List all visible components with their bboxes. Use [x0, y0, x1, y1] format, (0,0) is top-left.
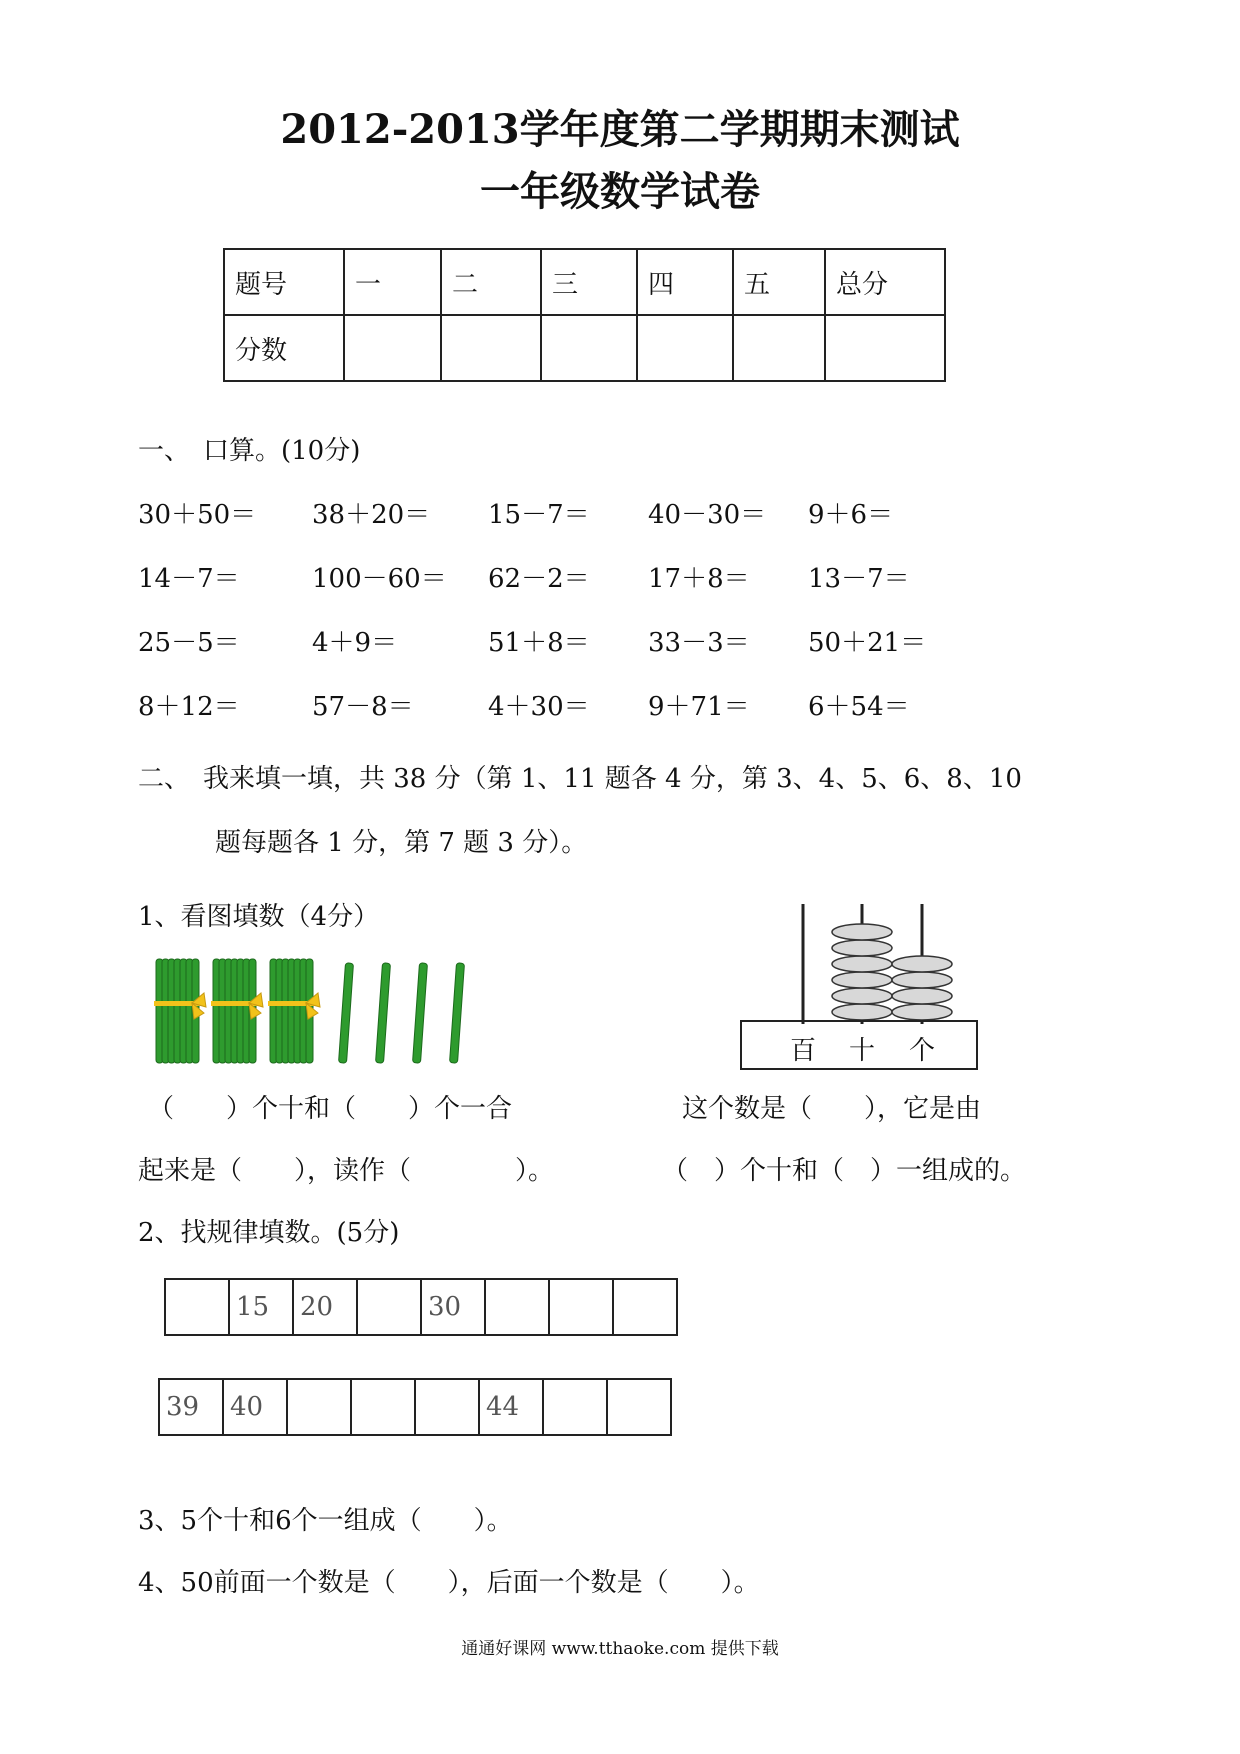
stick-bundles-figure: [150, 955, 490, 1075]
page-footer: 通通好课网 www.tthaoke.com 提供下载: [461, 1639, 779, 1659]
q1-left-line1: （ ）个十和（ ）个一合: [148, 1094, 513, 1124]
abacus-bead: [832, 940, 892, 956]
exam-title: 2012-2013学年度第二学期期末测试: [280, 106, 960, 153]
calc-item: 50＋21＝: [808, 628, 927, 658]
q2-title: 2、找规律填数。(5分): [138, 1218, 400, 1248]
single-stick: [376, 963, 391, 1063]
calc-item: 62－2＝: [488, 564, 590, 594]
q1-right-line2: （ ）个十和（ ）一组成的。: [662, 1156, 1027, 1186]
single-stick: [339, 963, 354, 1063]
section1-heading: 一、 口算。(10分): [138, 436, 361, 466]
section2-heading-line2: 题每题各 1 分，第 7 题 3 分）。: [215, 828, 588, 858]
pattern-cell[interactable]: [351, 1379, 415, 1435]
score-cell-3: 三: [541, 249, 637, 315]
pattern-cell: 39: [159, 1379, 223, 1435]
abacus-bead: [892, 1004, 952, 1020]
pattern-cell[interactable]: [549, 1279, 613, 1335]
pattern-cell: 15: [229, 1279, 293, 1335]
score-cell-2: 二: [441, 249, 541, 315]
calc-item: 25－5＝: [138, 628, 240, 658]
calc-item: 57－8＝: [312, 692, 414, 722]
score-cell-label: 题号: [224, 249, 344, 315]
pattern-cell[interactable]: [613, 1279, 677, 1335]
pattern-cell: 40: [223, 1379, 287, 1435]
abacus-bead: [892, 972, 952, 988]
calc-item: 13－7＝: [808, 564, 910, 594]
abacus-bead: [832, 972, 892, 988]
score-cell-5: 五: [733, 249, 825, 315]
calc-item: 4＋30＝: [488, 692, 590, 722]
abacus-bead: [832, 924, 892, 940]
abacus-label-hundreds: 百: [790, 1036, 817, 1066]
score-table-value-row: [224, 315, 945, 381]
abacus-bead: [892, 956, 952, 972]
q1-right-line1: 这个数是（ ），它是由: [682, 1094, 982, 1124]
abacus-bead: [832, 988, 892, 1004]
pattern-row-2: [158, 1378, 672, 1436]
score-value-1[interactable]: [344, 315, 441, 381]
calc-item: 38＋20＝: [312, 500, 431, 530]
pattern-cell[interactable]: [287, 1379, 351, 1435]
q4-text: 4、50前面一个数是（ ），后面一个数是（ ）。: [138, 1568, 760, 1598]
pattern-row-1: [164, 1278, 678, 1336]
section2-heading-line1: 二、 我来填一填，共 38 分（第 1、11 题各 4 分，第 3、4、5、6、8、10: [138, 764, 1022, 794]
calc-item: 51＋8＝: [488, 628, 590, 658]
calc-item: 30＋50＝: [138, 500, 257, 530]
pattern-cell[interactable]: [607, 1379, 671, 1435]
pattern-cell[interactable]: [357, 1279, 421, 1335]
abacus-label-tens: 十: [849, 1036, 876, 1066]
pattern-cell: 20: [293, 1279, 357, 1335]
abacus-figure: [740, 900, 980, 1024]
score-cell-total: 总分: [825, 249, 945, 315]
calc-item: 33－3＝: [648, 628, 750, 658]
q3-text: 3、5个十和6个一组成（ ）。: [138, 1506, 513, 1536]
single-stick: [413, 963, 428, 1063]
exam-subtitle: 一年级数学试卷: [480, 168, 760, 215]
stick-bundle: [268, 959, 320, 1063]
calc-item: 14－7＝: [138, 564, 240, 594]
calc-item: 6＋54＝: [808, 692, 910, 722]
score-value-label: 分数: [224, 315, 344, 381]
stick-bundle: [211, 959, 263, 1063]
calc-item: 8＋12＝: [138, 692, 240, 722]
pattern-cell[interactable]: [415, 1379, 479, 1435]
calc-item: 4＋9＝: [312, 628, 398, 658]
pattern-cell: 44: [479, 1379, 543, 1435]
score-cell-4: 四: [637, 249, 733, 315]
calc-item: 40－30＝: [648, 500, 767, 530]
abacus-bead: [832, 956, 892, 972]
abacus-bead: [832, 1004, 892, 1020]
calc-item: 100－60＝: [312, 564, 447, 594]
score-table: [223, 248, 946, 382]
calc-item: 17＋8＝: [648, 564, 750, 594]
stick-bundle: [154, 959, 206, 1063]
score-value-4[interactable]: [637, 315, 733, 381]
q1-title: 1、看图填数（4分）: [138, 902, 380, 932]
score-table-header-row: [224, 249, 945, 315]
calc-item: 15－7＝: [488, 500, 590, 530]
single-stick: [450, 963, 465, 1063]
abacus-bead: [892, 988, 952, 1004]
pattern-cell[interactable]: [485, 1279, 549, 1335]
pattern-cell[interactable]: [543, 1379, 607, 1435]
score-value-3[interactable]: [541, 315, 637, 381]
pattern-cell: 30: [421, 1279, 485, 1335]
q1-left-line2: 起来是（ ），读作（ ）。: [138, 1156, 555, 1186]
pattern-cell[interactable]: [165, 1279, 229, 1335]
calc-item: 9＋71＝: [648, 692, 750, 722]
score-value-5[interactable]: [733, 315, 825, 381]
score-value-2[interactable]: [441, 315, 541, 381]
abacus-label-ones: 个: [909, 1036, 936, 1066]
score-cell-1: 一: [344, 249, 441, 315]
score-value-total[interactable]: [825, 315, 945, 381]
calc-item: 9＋6＝: [808, 500, 894, 530]
